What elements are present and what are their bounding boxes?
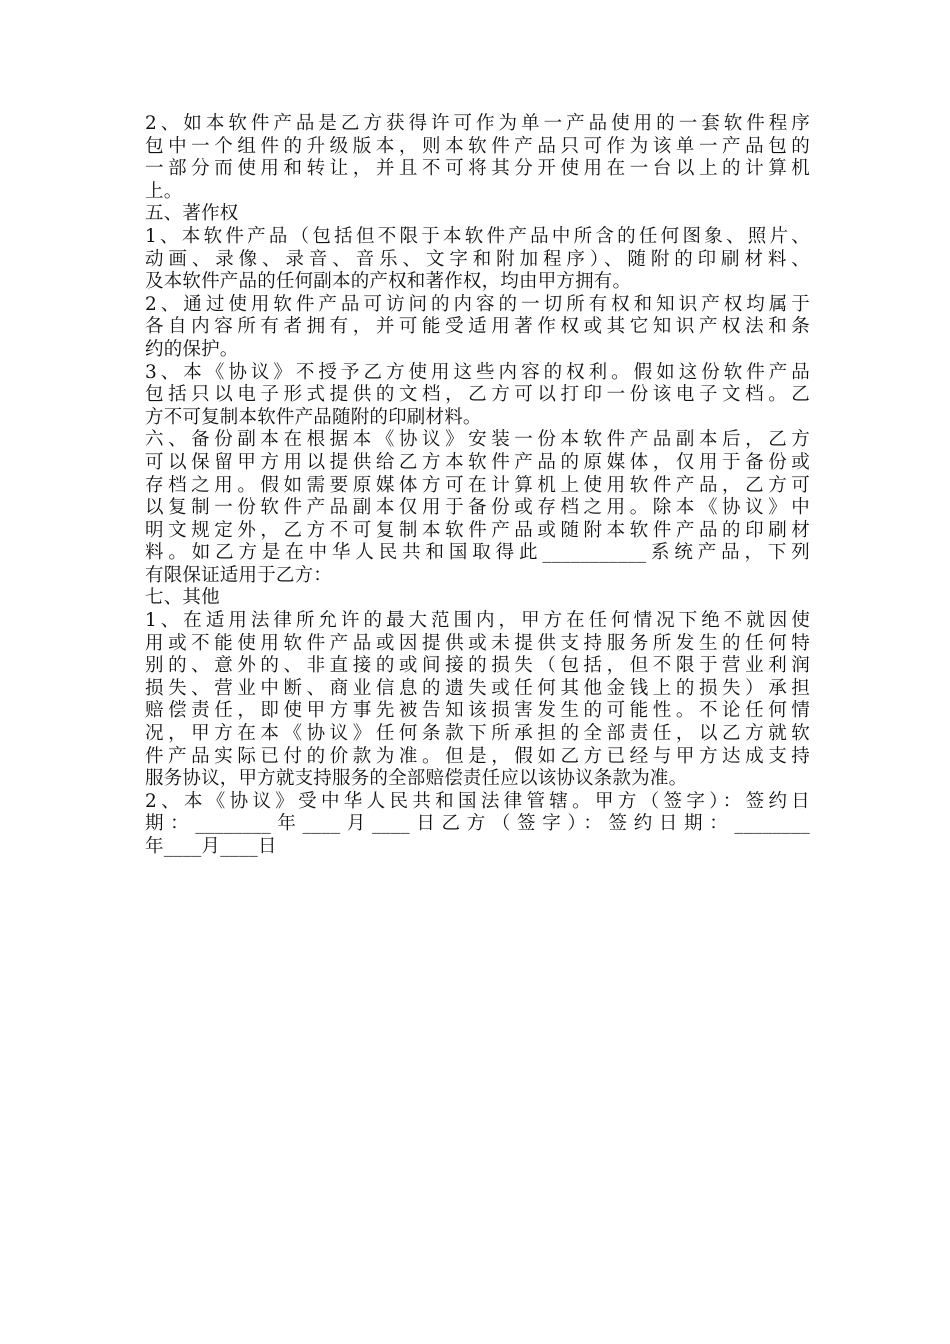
text-line: 别的、意外的、非直接的或间接的损失（包括，但不限于营业利润: [145, 655, 810, 677]
signature-date-line: 年____月____日: [145, 836, 277, 857]
text-line: 损失、营业中断、商业信息的遗失或任何其他金钱上的损失）承担: [145, 677, 810, 699]
text-line: 3、本《协议》不授予乙方使用这些内容的权利。假如这份软件产品: [145, 361, 810, 383]
text-line: 料。如乙方是在中华人民共和国取得此___________系统产品，下列: [145, 542, 810, 564]
text-line: 存档之用。假如需要原媒体方可在计算机上使用软件产品，乙方可: [145, 474, 810, 496]
text-line: 2、如本软件产品是乙方获得许可作为单一产品使用的一套软件程序: [145, 113, 810, 134]
text-line: 各自内容所有者拥有，并可能受适用著作权或其它知识产权法和条: [145, 316, 810, 338]
text-line: 约的保护。: [145, 338, 239, 360]
text-line: 赔偿责任，即使甲方事先被告知该损害发生的可能性。不论任何情: [145, 700, 810, 722]
text-line: 用或不能使用软件产品或因提供或未提供支持服务所发生的任何特: [145, 632, 810, 654]
text-line: 动画、录像、录音、音乐、文字和附加程序）、随附的印刷材料、: [145, 248, 810, 270]
text-line: 上。: [145, 180, 183, 202]
text-line: 以复制一份软件产品副本仅用于备份或存档之用。除本《协议》中: [145, 497, 810, 519]
text-line: 明文规定外，乙方不可复制本软件产品或随附本软件产品的印刷材: [145, 519, 810, 541]
text-line: 方不可复制本软件产品随附的印刷材料。: [145, 406, 482, 428]
text-line: 1、在适用法律所允许的最大范围内，甲方在任何情况下绝不就因使: [145, 610, 810, 632]
text-line: 包括只以电子形式提供的文档，乙方可以打印一份该电子文档。乙: [145, 384, 810, 406]
text-line: 2、通过使用软件产品可访问的内容的一切所有权和知识产权均属于: [145, 293, 810, 315]
signature-line: 期：________年____月____日乙方（签字）：签约日期：________: [145, 813, 810, 835]
text-line: 一部分而使用和转让，并且不可将其分开使用在一台以上的计算机: [145, 158, 810, 180]
document-body: [145, 113, 810, 859]
text-line: 2、本《协议》受中华人民共和国法律管辖。甲方（签字）：签约日: [145, 790, 810, 812]
text-line: 件产品实际已付的价款为准。但是，假如乙方已经与甲方达成支持: [145, 745, 810, 767]
text-line: 服务协议，甲方就支持服务的全部赔偿责任应以该协议条款为准。: [145, 768, 688, 790]
text-line: 有限保证适用于乙方：: [145, 564, 333, 586]
section-heading-other: 七、其他: [145, 587, 220, 609]
section-heading-backup: 六、备份副本在根据本《协议》安装一份本软件产品副本后，乙方: [145, 429, 810, 451]
text-line: 包中一个组件的升级版本，则本软件产品只可作为该单一产品包的: [145, 135, 810, 157]
section-heading-copyright: 五、著作权: [145, 203, 239, 225]
text-line: 及本软件产品的任何副本的产权和著作权，均由甲方拥有。: [145, 271, 632, 293]
text-line: 况，甲方在本《协议》任何条款下所承担的全部责任，以乙方就软: [145, 723, 810, 745]
text-line: 可以保留甲方用以提供给乙方本软件产品的原媒体，仅用于备份或: [145, 451, 810, 473]
text-line: 1、本软件产品（包括但不限于本软件产品中所含的任何图象、照片、: [145, 225, 810, 247]
